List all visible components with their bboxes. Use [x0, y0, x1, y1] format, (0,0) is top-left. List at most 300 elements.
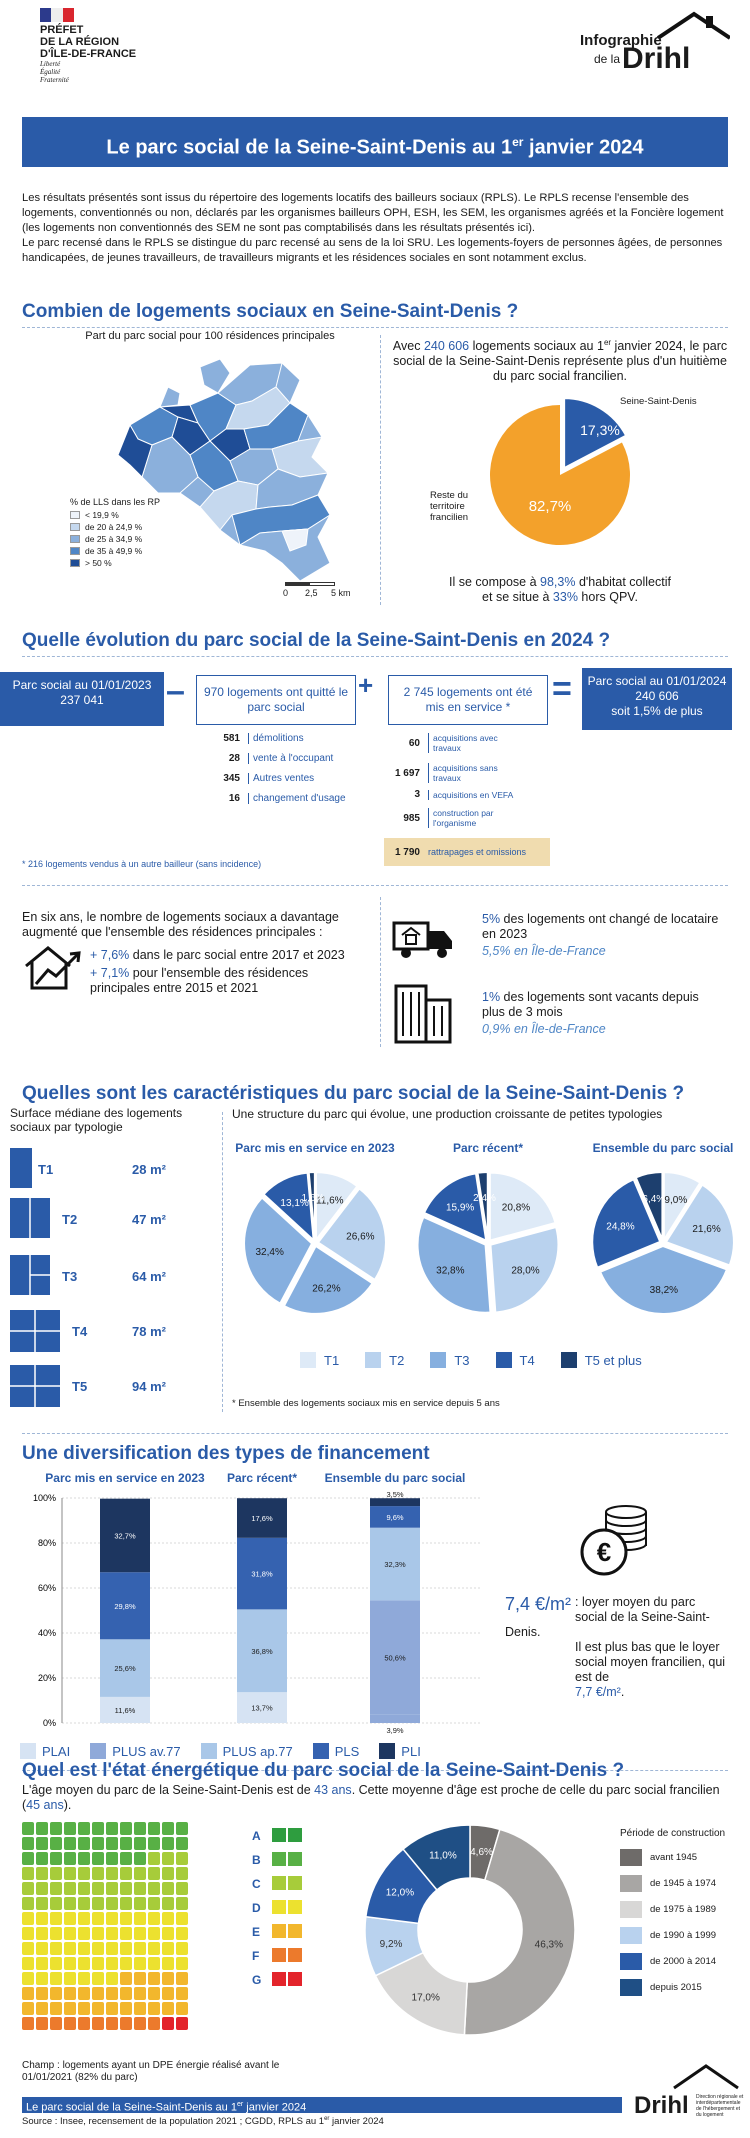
- age-text: [22, 1783, 722, 1813]
- waffle-cell: [106, 2017, 118, 2030]
- donut-value-label: 17,0%: [411, 1992, 440, 2004]
- pie-value-label: 9,0%: [664, 1194, 688, 1206]
- pie-title-all: Ensemble du parc social: [592, 1141, 734, 1155]
- legend-swatch: [300, 1352, 316, 1368]
- waffle-cell: [78, 1927, 90, 1940]
- waffle-cell: [120, 1987, 132, 2000]
- waffle-cell: [22, 1912, 34, 1925]
- legend-item: [561, 1352, 642, 1368]
- waffle-cell: [106, 1927, 118, 1940]
- waffle-cell: [176, 1897, 188, 1910]
- legend-swatch: [620, 1875, 642, 1892]
- waffle-cell: [22, 1852, 34, 1865]
- legend-label: avant 1945: [650, 1852, 698, 1863]
- waffle-cell: [22, 1897, 34, 1910]
- waffle-cell: [148, 1927, 160, 1940]
- footer-bar-b: janvier 2024: [243, 2101, 307, 2114]
- waffle-cell: [64, 1897, 76, 1910]
- dpe-swatch: [272, 1924, 286, 1938]
- floorplan-icon: [10, 1198, 70, 1242]
- growth1-txt: dans le parc social entre 2017 et 2023: [129, 948, 345, 962]
- intro-p2: Le parc recensé dans le RPLS se distingue du parc recensé au sens de la loi SRU. Les logements-foyers de personnes âgées, de personnes handicapées, de jeunes travailleurs, de travailleurs migrants et les résidences sociales en sont notamment exclus.: [22, 237, 723, 264]
- pie-value-label: 6,4%: [642, 1193, 666, 1205]
- legend-swatch: [70, 535, 80, 543]
- waffle-cell: [162, 1897, 174, 1910]
- rent-value: 7,4 €/m²: [505, 1594, 572, 1614]
- inflow-count: 1 697: [394, 767, 420, 779]
- waffle-cell: [120, 1852, 132, 1865]
- legend-item: [379, 1743, 421, 1759]
- bottom-pct1: 98,3%: [540, 575, 576, 589]
- legend-label: de 1945 à 1974: [650, 1878, 717, 1889]
- typology-label: T5: [72, 1379, 88, 1394]
- waffle-cell: [120, 2017, 132, 2030]
- waffle-cell: [22, 2017, 34, 2030]
- rent-text: [505, 1595, 730, 1700]
- bar-segment: [370, 1498, 420, 1506]
- waffle-cell: [162, 1882, 174, 1895]
- waffle-cell: [92, 1882, 104, 1895]
- map-legend-item: [70, 534, 190, 544]
- prefet-line-1: PRÉFET: [40, 24, 84, 36]
- floorplan-icon: [10, 1365, 70, 1409]
- inflow-row: [384, 763, 554, 783]
- map-caption: Part du parc social pour 100 résidences principales: [85, 330, 335, 342]
- floorplan-icon: [10, 1310, 70, 1354]
- waffle-cell: [92, 2017, 104, 2030]
- legend-label: > 50 %: [85, 558, 112, 568]
- legend-label: de 1975 à 1989: [650, 1904, 717, 1915]
- vertical-divider: [380, 335, 381, 605]
- y-tick-label: 0%: [42, 1718, 56, 1728]
- bar-segment: [370, 1714, 420, 1723]
- dpe-label: E: [252, 1925, 261, 1939]
- start-stock-box: [0, 672, 164, 726]
- typology-surface: 64 m²: [132, 1269, 166, 1284]
- bar-value-label: 13,7%: [251, 1703, 273, 1713]
- outflow-count: 581: [223, 733, 240, 744]
- waffle-cell: [162, 1927, 174, 1940]
- brand-de-la: de la: [594, 52, 621, 66]
- waffle-cell: [176, 1927, 188, 1940]
- legend-item: [313, 1743, 360, 1759]
- waffle-cell: [176, 1867, 188, 1880]
- waffle-cell: [50, 1852, 62, 1865]
- waffle-cell: [36, 1912, 48, 1925]
- pie-value-label: 32,8%: [436, 1265, 465, 1277]
- waffle-cell: [64, 2002, 76, 2015]
- waffle-cell: [78, 1987, 90, 2000]
- turnover-text: [482, 912, 722, 959]
- legend-item: [365, 1352, 404, 1368]
- source-b: janvier 2024: [329, 2116, 384, 2128]
- bar-title-recent: Parc récent*: [226, 1471, 298, 1485]
- waffle-cell: [36, 2002, 48, 2015]
- moved-txt: des logements ont changé de locataire en 2023: [482, 912, 719, 941]
- section5-title: Quel est l'état énergétique du parc social de la Seine-Saint-Denis ?: [22, 1760, 625, 1781]
- bar-value-label: 36,8%: [251, 1646, 273, 1656]
- legend-label: depuis 2015: [650, 1982, 702, 1993]
- waffle-cell: [134, 1882, 146, 1895]
- pie-title-2023: Parc mis en service en 2023: [235, 1141, 395, 1155]
- legend-label: PLUS ap.77: [222, 1743, 293, 1759]
- legend-label: de 2000 à 2014: [650, 1956, 717, 1967]
- waffle-cell: [134, 2002, 146, 2015]
- waffle-cell: [92, 1987, 104, 2000]
- legend-label: de 35 à 49,9 %: [85, 546, 143, 556]
- waffle-cell: [106, 1837, 118, 1850]
- waffle-cell: [50, 2017, 62, 2030]
- bottom-d: hors QPV.: [577, 590, 638, 604]
- pie-value-label: 21,6%: [692, 1224, 721, 1236]
- scale-0: 0: [283, 588, 289, 598]
- dpe-champ: Champ : logements ayant un DPE énergie réalisé avant le 01/01/2021 (82% du parc): [22, 2060, 280, 2083]
- age-c: ).: [63, 1798, 72, 1812]
- waffle-cell: [64, 2017, 76, 2030]
- moved-pct: 5%: [482, 912, 501, 926]
- footer-bar-a: Le parc social de la Seine-Saint-Denis au 1: [26, 2101, 237, 2114]
- bottom-c: et se situe à: [482, 590, 553, 604]
- pie-value-label: 32,4%: [255, 1246, 284, 1258]
- waffle-cell: [134, 1897, 146, 1910]
- minus-sign: –: [166, 672, 185, 710]
- footer-brand: [634, 2062, 744, 2134]
- waffle-cell: [92, 1837, 104, 1850]
- divider: [22, 1433, 728, 1434]
- dpe-swatch: [288, 1852, 302, 1866]
- waffle-cell: [134, 1822, 146, 1835]
- end-box-label: Parc social au 01/01/2024: [587, 674, 727, 688]
- legend-swatch: [620, 1979, 642, 1996]
- waffle-cell: [162, 1822, 174, 1835]
- waffle-cell: [176, 1822, 188, 1835]
- vertical-divider: [380, 897, 381, 1047]
- prefet-line-3: D'ÎLE-DE-FRANCE: [40, 48, 137, 60]
- y-tick-label: 60%: [37, 1583, 56, 1593]
- waffle-cell: [134, 1942, 146, 1955]
- legend-swatch: [620, 1953, 642, 1970]
- legend-item: [90, 1743, 180, 1759]
- waffle-cell: [176, 2017, 188, 2030]
- legend-swatch: [70, 547, 80, 555]
- waffle-cell: [148, 1942, 160, 1955]
- legend-swatch: [201, 1743, 217, 1759]
- dpe-swatch: [288, 1924, 302, 1938]
- dpe-label: F: [252, 1949, 260, 1963]
- legend-swatch: [620, 1849, 642, 1866]
- moved-idf: 5,5% en Île-de-France: [482, 944, 606, 958]
- dpe-waffle-chart: [22, 1822, 352, 2062]
- waffle-cell: [176, 2002, 188, 2015]
- legend-swatch: [496, 1352, 512, 1368]
- waffle-cell: [22, 1837, 34, 1850]
- waffle-cell: [36, 1897, 48, 1910]
- catchup-l: rattrapages et omissions: [428, 847, 527, 857]
- waffle-cell: [148, 1867, 160, 1880]
- waffle-cell: [50, 1837, 62, 1850]
- legend-label: de 20 à 24,9 %: [85, 522, 143, 532]
- waffle-cell: [78, 1837, 90, 1850]
- plus-sign: +: [358, 670, 374, 700]
- catchup-n: 1 790: [394, 846, 420, 858]
- moving-truck-icon: [392, 915, 456, 961]
- typology-surface: 94 m²: [132, 1379, 166, 1394]
- outflow-count: 28: [228, 753, 240, 764]
- waffle-cell: [162, 2002, 174, 2015]
- inflow-label: construction par l'organisme: [428, 808, 518, 828]
- waffle-cell: [106, 1912, 118, 1925]
- period-legend-item: [620, 1927, 740, 1944]
- waffle-cell: [176, 1972, 188, 1985]
- legend-label: T1: [324, 1352, 340, 1368]
- age-a: L'âge moyen du parc de la Seine-Saint-Denis est de: [22, 1783, 315, 1797]
- waffle-cell: [120, 1972, 132, 1985]
- waffle-cell: [134, 2017, 146, 2030]
- waffle-cell: [120, 1912, 132, 1925]
- pie-title-recent: Parc récent*: [452, 1141, 524, 1155]
- period-legend-item: [620, 1979, 740, 1996]
- vacant-pct: 1%: [482, 990, 501, 1004]
- motto-2: Égalité: [40, 68, 61, 76]
- map-legend: [70, 497, 190, 570]
- end-box-note: soit 1,5% de plus: [611, 704, 703, 718]
- habitat-text: [392, 575, 728, 605]
- waffle-cell: [176, 1987, 188, 2000]
- end-box-value: 240 606: [635, 689, 679, 703]
- map-legend-item: [70, 522, 190, 532]
- outflow-count: 16: [228, 793, 240, 804]
- waffle-cell: [64, 1837, 76, 1850]
- waffle-cell: [148, 1987, 160, 2000]
- rent-a: : loyer moyen du parc social de la Seine-Saint-Denis.: [505, 1595, 710, 1639]
- waffle-cell: [22, 1822, 34, 1835]
- y-tick-label: 20%: [37, 1673, 56, 1683]
- dpe-label: A: [252, 1829, 261, 1843]
- bar-value-label: 25,6%: [114, 1664, 136, 1674]
- waffle-cell: [120, 1897, 132, 1910]
- waffle-cell: [120, 1957, 132, 1970]
- waffle-cell: [92, 1897, 104, 1910]
- ssd-stat-text: [392, 335, 728, 384]
- svg-text:€: €: [596, 1537, 612, 1567]
- rent-dot: .: [620, 1685, 625, 1699]
- dpe-label: D: [252, 1901, 261, 1915]
- dpe-swatch: [288, 1948, 302, 1962]
- waffle-cell: [36, 2017, 48, 2030]
- outflow-label: Autres ventes: [248, 773, 314, 784]
- legend-label: de 25 à 34,9 %: [85, 534, 143, 544]
- map-legend-item: [70, 558, 190, 568]
- dpe-swatch: [272, 1876, 286, 1890]
- stat-sup: er: [603, 338, 612, 347]
- bar-value-label: 29,8%: [114, 1601, 136, 1611]
- marianne-icon: [40, 8, 74, 22]
- banner-title: Le parc social de la Seine-Saint-Denis au 1: [106, 136, 513, 159]
- intro-p1: Les résultats présentés sont issus du répertoire des logements locatifs des bailleurs sociaux (RPLS). Le RPLS recense l'ensemble des logements, conventionnés ou non, déclarés par les organismes bailleurs OPH, ESH, les SEM, les organismes agréés et la Foncière logement (les logements non conventionnés des SEM ne sont pas comptabilisés dans les résultats présentés ici).: [22, 192, 724, 234]
- waffle-cell: [50, 1822, 62, 1835]
- waffle-cell: [36, 1822, 48, 1835]
- waffle-cell: [50, 1912, 62, 1925]
- waffle-cell: [106, 2002, 118, 2015]
- waffle-cell: [148, 2002, 160, 2015]
- house-roof-icon: [634, 2062, 744, 2092]
- y-tick-label: 40%: [37, 1628, 56, 1638]
- legend-label: < 19,9 %: [85, 510, 119, 520]
- waffle-cell: [106, 1957, 118, 1970]
- dpe-label: C: [252, 1877, 261, 1891]
- pie-value-label: 26,6%: [346, 1231, 375, 1243]
- age-val: 43 ans: [314, 1783, 352, 1797]
- waffle-cell: [120, 1882, 132, 1895]
- waffle-cell: [64, 1882, 76, 1895]
- bar-title-2023: Parc mis en service en 2023: [45, 1471, 205, 1485]
- waffle-cell: [92, 1972, 104, 1985]
- waffle-cell: [162, 1852, 174, 1865]
- waffle-cell: [64, 1822, 76, 1835]
- legend-item: [20, 1743, 70, 1759]
- waffle-cell: [162, 1837, 174, 1850]
- waffle-cell: [50, 1882, 62, 1895]
- building-icon: [392, 982, 456, 1044]
- waffle-cell: [106, 1972, 118, 1985]
- waffle-cell: [50, 1957, 62, 1970]
- bar-value-label: 17,6%: [251, 1514, 273, 1524]
- typology-surface: 47 m²: [132, 1212, 166, 1227]
- waffle-cell: [176, 1882, 188, 1895]
- legend-swatch: [70, 523, 80, 531]
- waffle-cell: [92, 1852, 104, 1865]
- waffle-cell: [120, 1867, 132, 1880]
- intro-text: [22, 191, 728, 266]
- structure-title: Une structure du parc qui évolue, une production croissante de petites typologies: [232, 1107, 663, 1121]
- y-tick-label: 100%: [32, 1493, 56, 1503]
- waffle-cell: [148, 1822, 160, 1835]
- waffle-cell: [92, 1957, 104, 1970]
- dpe-swatch: [288, 1900, 302, 1914]
- legend-label: PLI: [401, 1743, 421, 1759]
- pie-value-label: 28,0%: [511, 1265, 540, 1277]
- rent-idf: 7,7 €/m²: [575, 1685, 621, 1699]
- waffle-cell: [78, 1852, 90, 1865]
- waffle-cell: [92, 1912, 104, 1925]
- waffle-cell: [148, 2017, 160, 2030]
- rent-b: Il est plus bas que le loyer social moyen francilien, qui est de: [575, 1640, 726, 1684]
- pie-value-label: 13,1%: [280, 1197, 309, 1209]
- outflow-row: [196, 773, 346, 784]
- waffle-cell: [22, 1942, 34, 1955]
- waffle-cell: [36, 1837, 48, 1850]
- legend-label: de 1990 à 1999: [650, 1930, 717, 1941]
- bottom-b: d'habitat collectif: [575, 575, 671, 589]
- waffle-cell: [162, 1912, 174, 1925]
- vacant-txt: des logements sont vacants depuis plus de 3 mois: [482, 990, 699, 1019]
- banner-title-end: janvier 2024: [523, 136, 644, 159]
- donut-value-label: 46,3%: [534, 1939, 564, 1951]
- equals-sign: =: [552, 670, 572, 708]
- waffle-cell: [50, 1927, 62, 1940]
- section4-title: Une diversification des types de financement: [22, 1443, 430, 1464]
- legend-swatch: [620, 1901, 642, 1918]
- pie-value-label: 26,2%: [312, 1283, 341, 1295]
- vertical-divider: [222, 1112, 223, 1412]
- dpe-label: G: [252, 1973, 262, 1987]
- pie-rest-label: Reste du territoire francilien: [430, 490, 469, 523]
- waffle-cell: [64, 1957, 76, 1970]
- waffle-cell: [106, 1897, 118, 1910]
- prefet-line-2: DE LA RÉGION: [40, 36, 120, 48]
- outflow-box: 970 logements ont quitté le parc social: [196, 675, 356, 725]
- waffle-cell: [134, 1867, 146, 1880]
- dpe-swatch: [272, 1972, 286, 1986]
- growth1-pct: + 7,6%: [90, 948, 130, 962]
- bar-value-label: 11,6%: [114, 1705, 136, 1715]
- typology-surface: 28 m²: [132, 1162, 166, 1177]
- age-idf: 45 ans: [26, 1798, 64, 1812]
- waffle-cell: [78, 1822, 90, 1835]
- age-b: . Cette moyenne d'âge est proche de celle du parc social francilien (: [22, 1783, 720, 1812]
- legend-label: PLS: [334, 1743, 360, 1759]
- growth2-txt: pour l'ensemble des résidences principales entre 2015 et 2021: [90, 966, 309, 995]
- dpe-swatch: [272, 1828, 286, 1842]
- start-box-value: 237 041: [60, 693, 104, 707]
- waffle-cell: [106, 1867, 118, 1880]
- waffle-cell: [176, 1957, 188, 1970]
- stat-num: 240 606: [423, 339, 470, 354]
- bottom-a: Il se compose à: [449, 575, 541, 589]
- motto-1: Liberté: [40, 60, 61, 68]
- house-growth-icon: [22, 940, 86, 992]
- donut-value-label: 9,2%: [379, 1938, 403, 1950]
- waffle-cell: [92, 1942, 104, 1955]
- motto-3: Fraternité: [40, 76, 69, 84]
- waffle-cell: [106, 1987, 118, 2000]
- waffle-cell: [134, 1912, 146, 1925]
- section2-title: Quelle évolution du parc social de la Seine-Saint-Denis en 2024 ?: [22, 630, 611, 651]
- waffle-cell: [78, 1882, 90, 1895]
- waffle-cell: [64, 1852, 76, 1865]
- bar-value-label: 9,6%: [386, 1512, 404, 1522]
- waffle-cell: [36, 1852, 48, 1865]
- period-legend-item: [620, 1875, 740, 1892]
- waffle-cell: [36, 1882, 48, 1895]
- inflow-row: [384, 808, 554, 828]
- donut-value-label: 12,0%: [385, 1887, 415, 1899]
- period-legend: [620, 1828, 740, 2005]
- scale-5km: 5 km: [331, 588, 351, 598]
- waffle-cell: [36, 1942, 48, 1955]
- construction-period-donut: [360, 1820, 580, 2040]
- legend-item: [496, 1352, 535, 1368]
- waffle-cell: [92, 1822, 104, 1835]
- title-banner: [22, 117, 728, 167]
- outflow-row: [196, 753, 346, 764]
- footer-bar-sup: er: [236, 2101, 244, 2108]
- end-stock-box: [582, 668, 732, 730]
- waffle-cell: [148, 1882, 160, 1895]
- footer-source: [22, 2116, 384, 2127]
- dpe-swatch: [272, 1852, 286, 1866]
- legend-swatch: [365, 1352, 381, 1368]
- map-legend-item: [70, 510, 190, 520]
- period-title: Période de construction: [620, 1828, 726, 1839]
- waffle-cell: [162, 1957, 174, 1970]
- waffle-cell: [64, 1972, 76, 1985]
- waffle-cell: [64, 1867, 76, 1880]
- waffle-cell: [22, 1987, 34, 2000]
- vacancy-text: [482, 990, 722, 1037]
- inflow-label: acquisitions sans travaux: [428, 763, 518, 783]
- waffle-cell: [64, 1912, 76, 1925]
